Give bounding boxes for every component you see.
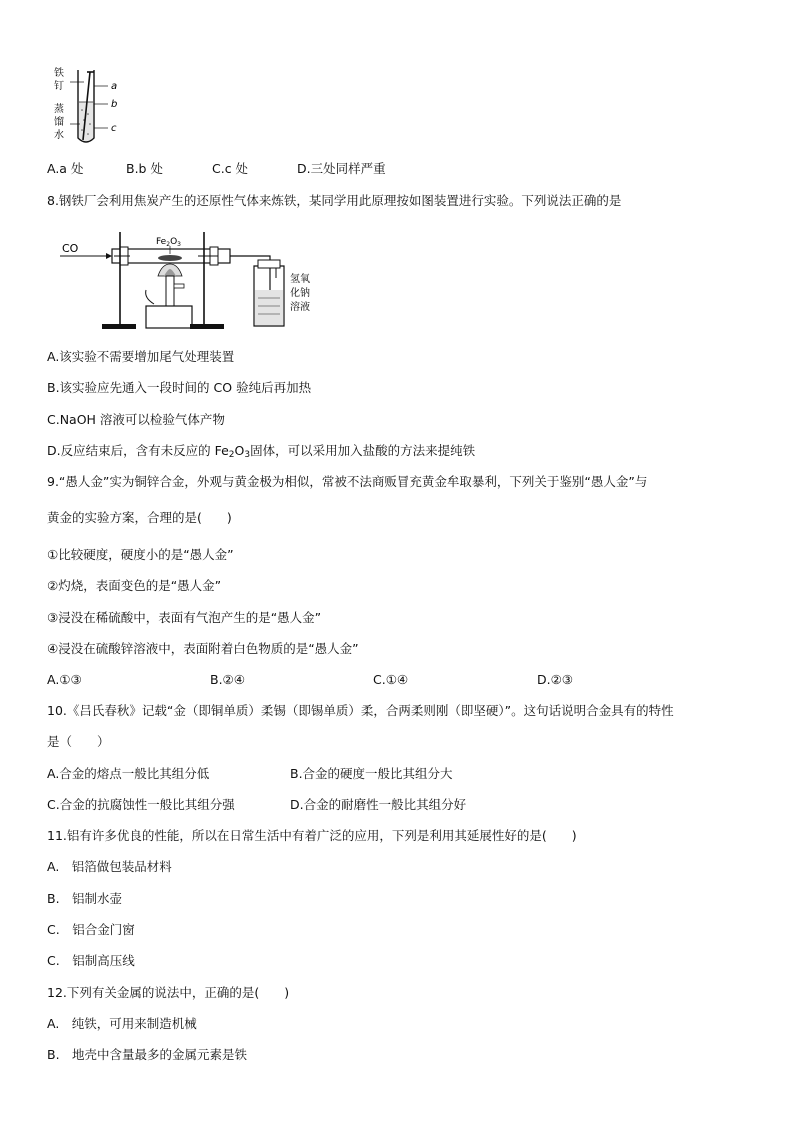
q12-option-b[interactable]: B. 地壳中含量最多的金属元素是铁 (47, 1047, 248, 1062)
q10-stem-line2: 是（ ） (47, 734, 110, 749)
q8-label-naoh-2: 化钠 (290, 288, 310, 299)
q12-stem: 12.下列有关金属的说法中，正确的是( ) (47, 985, 290, 1000)
q7-option-b[interactable]: B.b 处 (126, 161, 163, 176)
q9-item-2: ②灼烧，表面变色的是“愚人金” (47, 578, 222, 593)
q8-option-d-pre: D.反应结束后，含有未反应的 Fe (47, 443, 229, 458)
q8-option-d-sub2: 3 (244, 450, 251, 460)
q11-stem: 11.铝有许多优良的性能，所以在日常生活中有着广泛的应用，下列是利用其延展性好的是( ) (47, 828, 577, 843)
q8-option-d-sub1: 2 (228, 450, 235, 460)
q8-label-naoh-1: 氢氧 (290, 274, 310, 285)
q8-option-c[interactable]: C.NaOH 溶液可以检验气体产物 (47, 412, 225, 427)
q12-option-a[interactable]: A. 纯铁，可用来制造机械 (47, 1016, 197, 1031)
q9-stem-line2: 黄金的实验方案，合理的是( ) (47, 510, 232, 525)
q10-option-c[interactable]: C.合金的抗腐蚀性一般比其组分强 (47, 797, 235, 812)
q7-test-tube-figure (50, 60, 130, 150)
q9-option-d[interactable]: D.②③ (537, 672, 574, 687)
q9-option-b[interactable]: B.②④ (210, 672, 245, 687)
q7-option-a[interactable]: A.a 处 (47, 161, 84, 176)
q8-label-fe2o3: $Fe_2O_3$ (156, 237, 181, 248)
q7-option-c[interactable]: C.c 处 (212, 161, 249, 176)
q9-item-1: ①比较硬度，硬度小的是“愚人金” (47, 547, 234, 562)
q7-option-d[interactable]: D.三处同样严重 (297, 161, 386, 176)
q7-label-b: b (111, 99, 118, 110)
q9-stem-line1: 9.“愚人金”实为铜锌合金，外观与黄金极为相似，常被不法商贩冒充黄金牟取暴利，下列关于鉴别“愚人金”与 (47, 474, 648, 489)
q7-label-water-1: 蒸 (54, 104, 64, 115)
q11-option-b[interactable]: B. 铝制水壶 (47, 891, 123, 906)
q7-label-nail-1: 铁 (54, 68, 64, 79)
q9-option-a[interactable]: A.①③ (47, 672, 82, 687)
q7-label-a: a (111, 81, 118, 92)
q8-label-co: CO (62, 242, 79, 255)
q11-option-c[interactable]: C. 铝合金门窗 (47, 922, 135, 937)
q8-option-b[interactable]: B.该实验应先通入一段时间的 CO 验纯后再加热 (47, 380, 312, 395)
q8-option-d-mid: O (234, 443, 245, 458)
q10-option-b[interactable]: B.合金的硬度一般比其组分大 (290, 766, 453, 781)
q10-option-a[interactable]: A.合金的熔点一般比其组分低 (47, 766, 210, 781)
q7-label-nail-2: 钉 (54, 81, 64, 92)
q8-option-d[interactable] (47, 443, 475, 463)
q8-option-a[interactable]: A.该实验不需要增加尾气处理装置 (47, 349, 235, 364)
q10-stem-line1: 10.《吕氏春秋》记载“金（即铜单质）柔锡（即锡单质）柔，合两柔则刚（即坚硬）”。这句话说明合金具有的特性 (47, 703, 674, 718)
q7-label-water-2: 馏 (54, 117, 64, 128)
q8-label-naoh-3: 溶液 (290, 302, 310, 313)
q7-label-water-3: 水 (54, 130, 64, 141)
q8-burner (166, 276, 174, 306)
q10-option-d[interactable]: D.合金的耐磨性一般比其组分好 (290, 797, 467, 812)
q8-stem: 8.钢铁厂会利用焦炭产生的还原性气体来炼铁，某同学用此原理按如图装置进行实验。下列说法正确的是 (47, 193, 622, 208)
q11-option-a[interactable]: A. 铝箔做包装品材料 (47, 859, 172, 874)
q11-option-d[interactable]: C. 铝制高压线 (47, 953, 135, 968)
q9-item-4: ④浸没在硫酸锌溶液中，表面附着白色物质的是“愚人金” (47, 641, 359, 656)
q8-apparatus-figure (58, 226, 328, 332)
q8-option-d-post: 固体，可以采用加入盐酸的方法来提纯铁 (250, 443, 476, 458)
q7-label-c: c (111, 123, 117, 134)
q9-option-c[interactable]: C.①④ (373, 672, 409, 687)
q9-item-3: ③浸没在稀硫酸中，表面有气泡产生的是“愚人金” (47, 610, 322, 625)
